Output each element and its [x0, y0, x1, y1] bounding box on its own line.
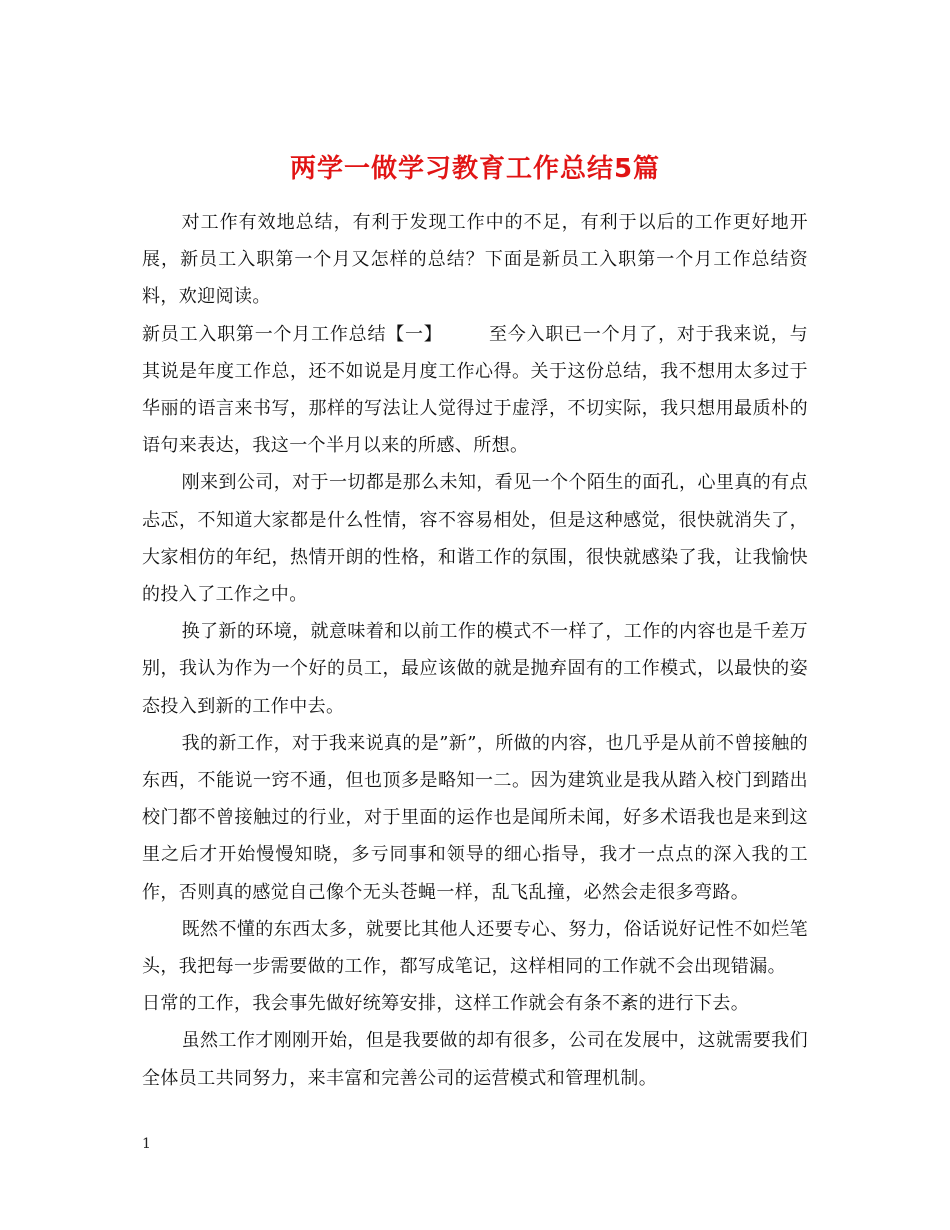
document-body	[142, 204, 808, 1097]
document-title: 两学一做学习教育工作总结5篇	[289, 154, 661, 185]
section-heading: 新员工入职第一个月工作总结【一】	[142, 323, 443, 345]
page-number: 1	[142, 1136, 151, 1152]
section-first-paragraph	[142, 316, 808, 465]
body-paragraph-daily-work: 日常的工作，我会事先做好统筹安排，这样工作就会有条不紊的进行下去。	[142, 993, 750, 1015]
body-paragraph-arrival: 刚来到公司，对于一切都是那么未知，看见一个个陌生的面孔，心里真的有点忐忑，不知道大家都是什么性情，容不容易相处，但是这种感觉，很快就消失了，大家相仿的年纪，热情开朗的性格，和谐工作的氛围，很快就感染了我，让我愉快的投入了工作之中。	[142, 472, 808, 606]
body-paragraph-development: 虽然工作才刚刚开始，但是我要做的却有很多，公司在发展中，这就需要我们全体员工共同努力，来丰富和完善公司的运营模式和管理机制。	[142, 1030, 808, 1089]
section-first-text: 至今入职已一个月了，对于我来说，与其说是年度工作总，还不如说是月度工作心得。关于这份总结，我不想用太多过于华丽的语言来书写，那样的写法让人觉得过于虚浮，不切实际，我只想用最质朴的语句来表达，我这一个半月以来的所感、所想。	[142, 323, 808, 457]
body-paragraph-notes: 既然不懂的东西太多，就要比其他人还要专心、努力，俗话说好记性不如烂笔头，我把每一步需要做的工作，都写成笔记，这样相同的工作就不会出现错漏。	[142, 918, 808, 978]
body-paragraph-new-work: 我的新工作，对于我来说真的是”新”，所做的内容，也几乎是从前不曾接触的东西，不能说一窍不通，但也顶多是略知一二。因为建筑业是我从踏入校门到踏出校门都不曾接触过的行业，对于里面的运作也是闻所未闻，好多术语我也是来到这里之后才开始慢慢知晓，多亏同事和领导的细心指导，我才一点点的深入我的工作，否则真的感觉自己像个无头苍蝇一样，乱飞乱撞，必然会走很多弯路。	[142, 732, 808, 903]
intro-paragraph: 对工作有效地总结，有利于发现工作中的不足，有利于以后的工作更好地开展，新员工入职第一个月又怎样的总结？下面是新员工入职第一个月工作总结资料，欢迎阅读。	[142, 212, 808, 308]
body-paragraph-new-environment: 换了新的环境，就意味着和以前工作的模式不一样了，工作的内容也是千差万别，我认为作为一个好的员工，最应该做的就是抛弃固有的工作模式，以最快的姿态投入到新的工作中去。	[142, 621, 808, 717]
